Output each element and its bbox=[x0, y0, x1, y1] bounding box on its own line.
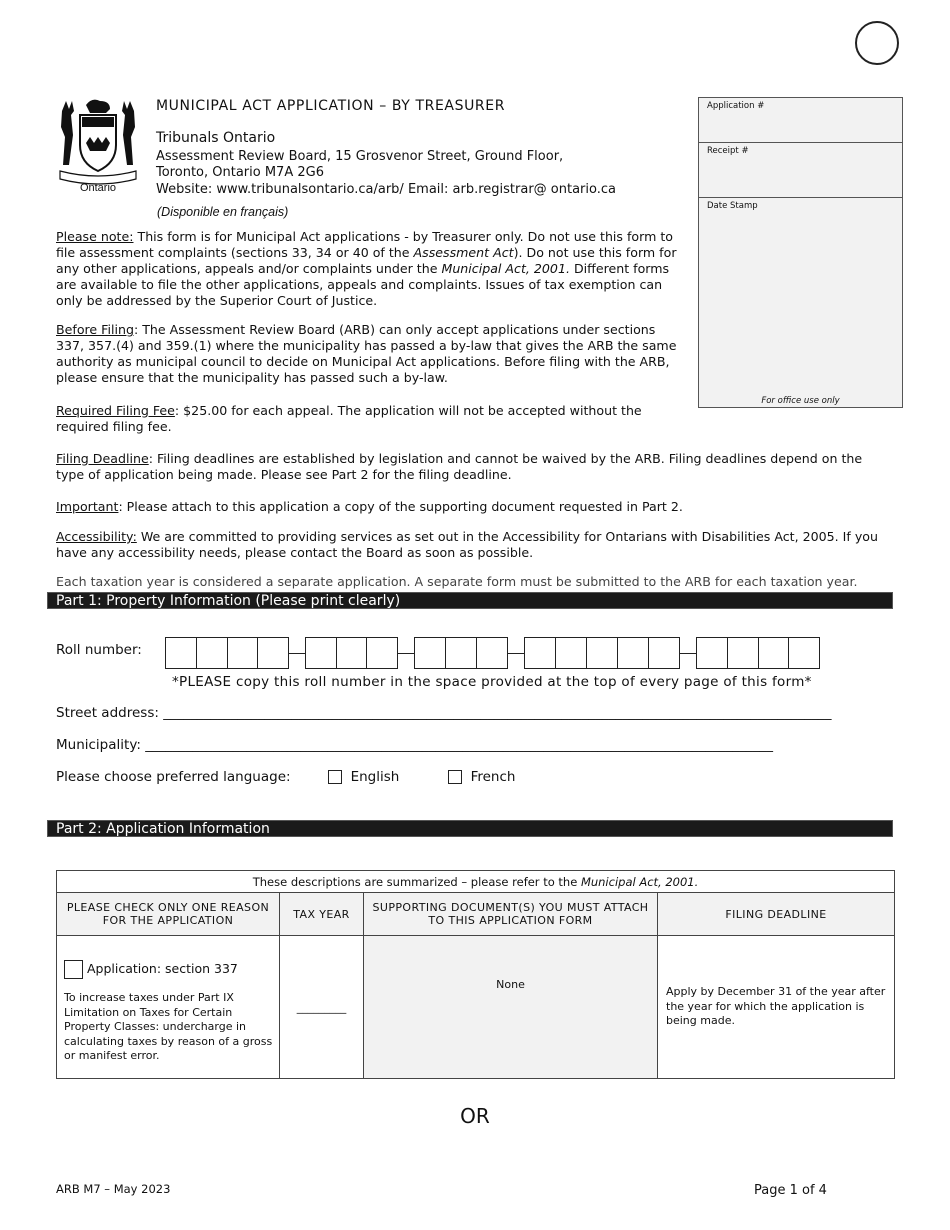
section-337-description: To increase taxes under Part IX Limitation on Taxes for Certain Property Classes: undercharge in calculating taxes by reason of a gross or manifest error. bbox=[64, 991, 273, 1062]
form-id: ARB M7 – May 2023 bbox=[56, 1182, 171, 1196]
office-use-note: For office use only bbox=[761, 396, 840, 406]
logo-caption: Ontario bbox=[79, 182, 117, 194]
address-line-2: Toronto, Ontario M7A 2G6 bbox=[156, 165, 324, 180]
reason-cell bbox=[57, 936, 280, 1079]
table-row bbox=[57, 936, 895, 1079]
address-line-3: Website: www.tribunalsontario.ca/arb/ Email: arb.registrar@ ontario.ca bbox=[156, 181, 616, 197]
roll-number-group-4[interactable] bbox=[524, 637, 680, 669]
roll-number-group-5[interactable] bbox=[696, 637, 820, 669]
roll-number-note: *PLEASE copy this roll number in the space provided at the top of every page of this form* bbox=[172, 674, 812, 690]
roll-separator bbox=[508, 653, 524, 654]
roll-separator bbox=[398, 653, 414, 654]
tax-year-input[interactable]: _________ bbox=[280, 936, 364, 1079]
roll-number-group-2[interactable] bbox=[305, 637, 398, 669]
documents-cell: None bbox=[364, 936, 658, 1079]
part1-heading: Part 1: Property Information (Please print clearly) bbox=[47, 592, 893, 609]
col-reason-header: PLEASE CHECK ONLY ONE REASON FOR THE APPLICATION bbox=[57, 893, 280, 936]
street-address-label: Street address: bbox=[56, 705, 159, 721]
street-address-row bbox=[56, 705, 896, 721]
section-337-checkbox[interactable] bbox=[64, 960, 83, 979]
important-paragraph: Important: Please attach to this application a copy of the supporting document requested in Part 2. bbox=[56, 499, 683, 514]
english-option[interactable]: English bbox=[328, 769, 399, 785]
table-summary: These descriptions are summarized – please refer to the Municipal Act, 2001. bbox=[57, 871, 895, 893]
roll-separator bbox=[289, 653, 305, 654]
roll-number-group-3[interactable] bbox=[414, 637, 508, 669]
filing-deadline-paragraph: Filing Deadline: Filing deadlines are established by legislation and cannot be waived by the ARB. Filing deadlines depend on the type of application being made. Please see Part 2 for the filing deadline. bbox=[56, 451, 863, 482]
language-label: Please choose preferred language: bbox=[56, 769, 291, 785]
municipality-input[interactable]: _____________________________________________________________________________________________ bbox=[145, 737, 773, 753]
org-name: Tribunals Ontario bbox=[156, 130, 276, 146]
part2-heading: Part 2: Application Information bbox=[47, 820, 893, 837]
french-availability: (Disponible en français) bbox=[157, 205, 289, 219]
col-documents-header: SUPPORTING DOCUMENT(S) YOU MUST ATTACH TO THIS APPLICATION FORM bbox=[364, 893, 658, 936]
french-checkbox[interactable] bbox=[448, 770, 462, 784]
date-stamp-field[interactable]: Date Stamp For office use only bbox=[699, 198, 902, 407]
roll-number-label: Roll number: bbox=[56, 642, 142, 658]
or-separator: OR bbox=[460, 1104, 490, 1128]
contact-address bbox=[156, 130, 616, 198]
application-table bbox=[56, 870, 895, 1079]
english-checkbox[interactable] bbox=[328, 770, 342, 784]
deadline-cell: Apply by December 31 of the year after the year for which the application is being made. bbox=[658, 936, 895, 1079]
french-option[interactable]: French bbox=[448, 769, 515, 785]
col-tax-year-header: TAX YEAR bbox=[280, 893, 364, 936]
municipality-label: Municipality: bbox=[56, 737, 141, 753]
accessibility-paragraph: Accessibility: We are committed to providing services as set out in the Accessibility for Ontarians with Disabilities Act, 2005. If you have any accessibility needs, please contact the Board as soon as possible. bbox=[56, 529, 878, 560]
receipt-number-field[interactable]: Receipt # bbox=[699, 143, 902, 198]
corner-circle bbox=[855, 21, 899, 65]
roll-separator bbox=[680, 653, 696, 654]
section-337-option[interactable]: Application: section 337 bbox=[64, 960, 273, 979]
taxation-year-note: Each taxation year is considered a separate application. A separate form must be submitted to the ARB for each taxation year. bbox=[56, 574, 858, 589]
roll-number-group-1[interactable] bbox=[165, 637, 289, 669]
application-number-field[interactable]: Application # bbox=[699, 98, 902, 143]
page-title: MUNICIPAL ACT APPLICATION – BY TREASURER bbox=[156, 98, 506, 114]
municipality-row bbox=[56, 737, 896, 753]
office-use-box bbox=[698, 97, 903, 408]
address-line-1: Assessment Review Board, 15 Grosvenor Street, Ground Floor, bbox=[156, 148, 564, 164]
street-address-input[interactable]: ___________________________________________________________________________________________________ bbox=[163, 705, 832, 721]
filing-fee-paragraph: Required Filing Fee: $25.00 for each appeal. The application will not be accepted without the required filing fee. bbox=[56, 403, 642, 434]
please-note-paragraph: Please note: This form is for Municipal Act applications - by Treasurer only. Do not use this form to file assessment complaints (sections 33, 34 or 40 of the Assessment Act). Do not use this form for any other applications, appeals and/or complaints under the Municipal Act, 2001. Different forms are available to file the other applications, appeals and complaints. Issues of tax exemption can only be addressed by the Superior Court of Justice. bbox=[56, 229, 677, 308]
col-deadline-header: FILING DEADLINE bbox=[658, 893, 895, 936]
before-filing-paragraph: Before Filing: The Assessment Review Board (ARB) can only accept applications under sections 337, 357.(4) and 359.(1) where the municipality has passed a by-law that gives the ARB the same authority as municipal council to decide on Municipal Act applications. Before filing with the ARB, please ensure that the municipality has passed such a by-law. bbox=[56, 322, 677, 385]
page-number: Page 1 of 4 bbox=[754, 1183, 827, 1198]
